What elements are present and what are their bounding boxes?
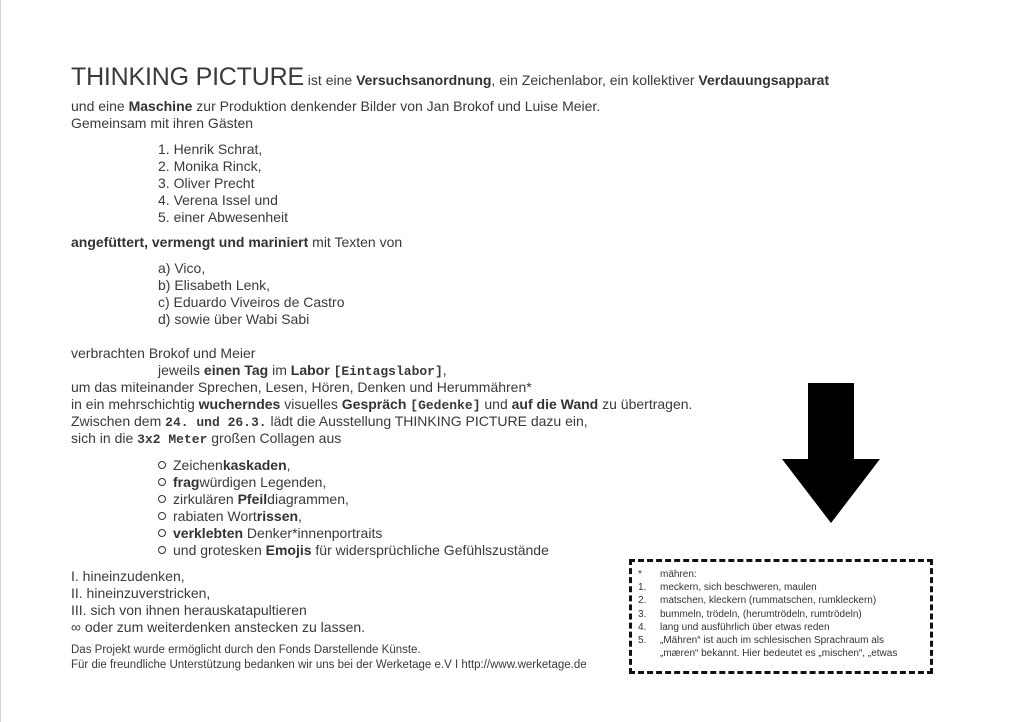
list-item: 2. Monika Rinck, [158, 158, 262, 174]
credits [71, 643, 587, 673]
list-item: 5. einer Abwesenheit [158, 209, 288, 225]
list-item: fragwürdigen Legenden, [158, 474, 549, 491]
spent-line-4: in ein mehrschichtig wucherndes visuelles Gespräch [Gedenke] und auf die Wand zu übertragen. [71, 396, 693, 413]
list-item: zirkulären Pfeildiagrammen, [158, 491, 549, 508]
list-item: d) sowie über Wabi Sabi [158, 311, 310, 327]
page-title: THINKING PICTURE [71, 63, 304, 91]
footnote-box [629, 559, 933, 674]
ending-line: III. sich von ihnen herauskatapultieren [71, 602, 307, 618]
spent-line-1: verbrachten Brokof und Meier [71, 345, 256, 361]
text-sources-list [158, 260, 345, 328]
intro-line-3: Gemeinsam mit ihren Gästen [71, 115, 254, 131]
footnote-item: 5. „Mähren“ ist auch im schlesischen Sprachraum als [638, 635, 884, 647]
ending-line: II. hineinzuverstricken, [71, 585, 211, 601]
footnote-item: „mæren“ bekannt. Hier bedeutet es „mischen“, „etwas [660, 648, 898, 660]
footnote-item: 1. meckern, sich beschweren, maulen [638, 582, 817, 594]
ending-line: I. hineinzudenken, [71, 568, 185, 584]
list-item: b) Elisabeth Lenk, [158, 277, 271, 293]
guest-list [158, 141, 288, 226]
fed-line: angefüttert, vermengt und mariniert mit Texten von [71, 234, 403, 250]
spent-line-3: um das miteinander Sprechen, Lesen, Hören, Denken und Herummähren* [71, 379, 532, 395]
list-item: rabiaten Wortrissen, [158, 508, 549, 525]
collage-list [158, 457, 549, 559]
spent-line-6: sich in die 3x2 Meter großen Collagen aus [71, 430, 342, 447]
list-item: a) Vico, [158, 260, 206, 276]
footnote-item: 2. matschen, kleckern (rummatschen, rumkleckern) [638, 595, 877, 607]
ending-line: ∞ oder zum weiterdenken anstecken zu lassen. [71, 619, 366, 635]
list-item: und grotesken Emojis für widersprüchliche Gefühlszustände [158, 542, 549, 559]
list-item: 4. Verena Issel und [158, 192, 278, 208]
intro-line-1: THINKING PICTURE ist eine Versuchsanordnung, ein Zeichenlabor, ein kollektiver Verdauungsapparat [71, 63, 830, 91]
credit-line: Das Projekt wurde ermöglicht durch den Fonds Darstellende Künste. [71, 644, 421, 656]
list-item: 1. Henrik Schrat, [158, 141, 263, 157]
footnote-item: 3. bummeln, trödeln, (herumtrödeln, rumtrödeln) [638, 608, 862, 620]
ending-block [71, 568, 365, 636]
credit-line: Für die freundliche Unterstützung bedanken wir uns bei der Werketage e.V I http://www.werketage.de [71, 659, 587, 671]
list-item: c) Eduardo Viveiros de Castro [158, 294, 345, 310]
footnote-head: * mähren: [638, 569, 697, 580]
list-item: verklebten Denker*innenportraits [158, 525, 549, 542]
intro-line-2: und eine Maschine zur Produktion denkender Bilder von Jan Brokof und Luise Meier. [71, 98, 601, 114]
list-item: Zeichenkaskaden, [158, 457, 549, 474]
footnote-item: 4. lang und ausführlich über etwas reden [638, 621, 830, 633]
down-arrow-icon [782, 383, 880, 523]
spent-line-2: jeweils einen Tag im Labor [Eintagslabor], [158, 362, 447, 379]
spent-line-5: Zwischen dem 24. und 26.3. lädt die Ausstellung THINKING PICTURE dazu ein, [71, 413, 588, 430]
list-item: 3. Oliver Precht [158, 175, 255, 191]
